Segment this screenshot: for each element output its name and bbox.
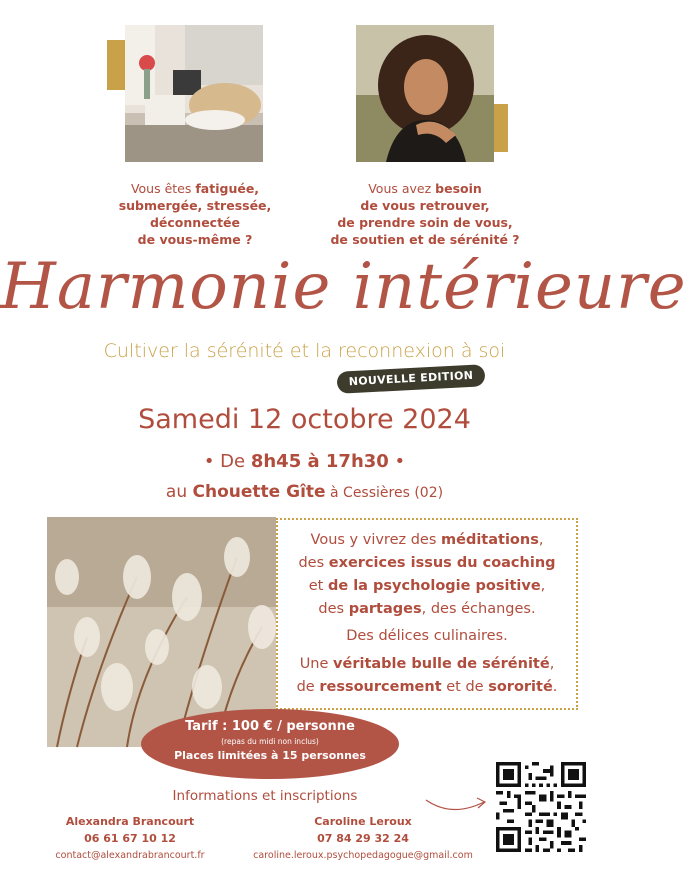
right-question-line1: Vous avez <box>368 181 436 196</box>
right-question-line3: de prendre soin de vous, <box>337 215 513 230</box>
desc-bold: exercices issus du coaching <box>328 555 556 571</box>
left-question-line3: déconnectée <box>149 215 241 230</box>
desc-text: , <box>540 578 546 594</box>
desc-bold: véritable bulle de sérénité <box>333 656 550 672</box>
arrow-icon <box>422 790 492 820</box>
contact-name: Alexandra Brancourt <box>65 815 195 828</box>
description-paragraph-3 <box>282 653 572 699</box>
event-time <box>0 451 609 472</box>
desc-text: , <box>549 656 555 672</box>
price-note: (repas du midi non inclus) <box>221 737 319 746</box>
event-subtitle: Cultiver la sérénité et la reconnexion à soi <box>103 340 506 362</box>
event-place <box>0 482 609 502</box>
desc-text: et <box>308 578 328 594</box>
price-label: Tarif : 100 € / personne <box>185 719 355 734</box>
desc-text: . <box>552 679 558 695</box>
contact-email[interactable]: contact@alexandrabrancourt.fr <box>55 850 205 861</box>
description-paragraph-1 <box>282 529 572 621</box>
left-question <box>115 180 275 248</box>
right-question <box>330 180 520 248</box>
contact-caroline <box>236 815 490 861</box>
left-question-line4: de vous-même ? <box>137 232 253 247</box>
right-question-line4: de soutien et de sérénité ? <box>330 232 520 247</box>
desc-text: Vous y vivrez des <box>310 532 442 548</box>
place-location: à Cessières (02) <box>325 485 444 501</box>
desc-bold: de la psychologie positive <box>327 578 541 594</box>
desc-bold: sororité <box>488 679 553 695</box>
gold-accent-left <box>107 40 127 90</box>
photo-smiling-woman <box>356 25 494 162</box>
desc-bold: méditations <box>441 532 539 548</box>
photo-tired-woman <box>125 25 263 162</box>
place-venue: Chouette Gîte <box>192 482 326 502</box>
gold-accent-right <box>492 104 508 152</box>
right-question-bold: besoin <box>435 181 482 196</box>
desc-bold: partages <box>348 601 422 617</box>
right-question-line2: de vous retrouver, <box>360 198 490 213</box>
contact-alexandra <box>35 815 225 861</box>
contact-phone[interactable]: 07 84 29 32 24 <box>317 832 409 845</box>
contact-name: Caroline Leroux <box>314 815 412 828</box>
desc-bold: ressourcement <box>319 679 442 695</box>
desc-text: et de <box>441 679 489 695</box>
contact-email[interactable]: caroline.leroux.psychopedagogue@gmail.com <box>253 850 473 861</box>
price-badge <box>141 709 399 779</box>
qr-code-icon[interactable] <box>496 762 586 852</box>
desc-text: Une <box>299 656 334 672</box>
desc-text: , <box>538 532 544 548</box>
places-limit: Places limitées à 15 personnes <box>174 749 366 762</box>
desc-text: des <box>298 555 329 571</box>
desc-text: , des échanges. <box>421 601 536 617</box>
new-edition-badge: NOUVELLE EDITION <box>337 364 486 394</box>
time-suffix: • <box>388 451 406 472</box>
place-prefix: au <box>165 482 193 502</box>
time-range: 8h45 à 17h30 <box>250 451 389 472</box>
description-paragraph-2: Des délices culinaires. <box>346 628 508 644</box>
contact-phone[interactable]: 06 61 67 10 12 <box>84 832 176 845</box>
desc-text: de <box>296 679 320 695</box>
time-prefix: • De <box>203 451 251 472</box>
left-question-line2: submergée, stressée, <box>118 198 272 213</box>
left-question-line1: Vous êtes <box>130 181 196 196</box>
event-title: Harmonie intérieure <box>0 250 687 324</box>
event-date: Samedi 12 octobre 2024 <box>138 404 471 435</box>
desc-text: des <box>318 601 349 617</box>
left-question-bold: fatiguée, <box>195 181 260 196</box>
info-title: Informations et inscriptions <box>172 788 358 804</box>
